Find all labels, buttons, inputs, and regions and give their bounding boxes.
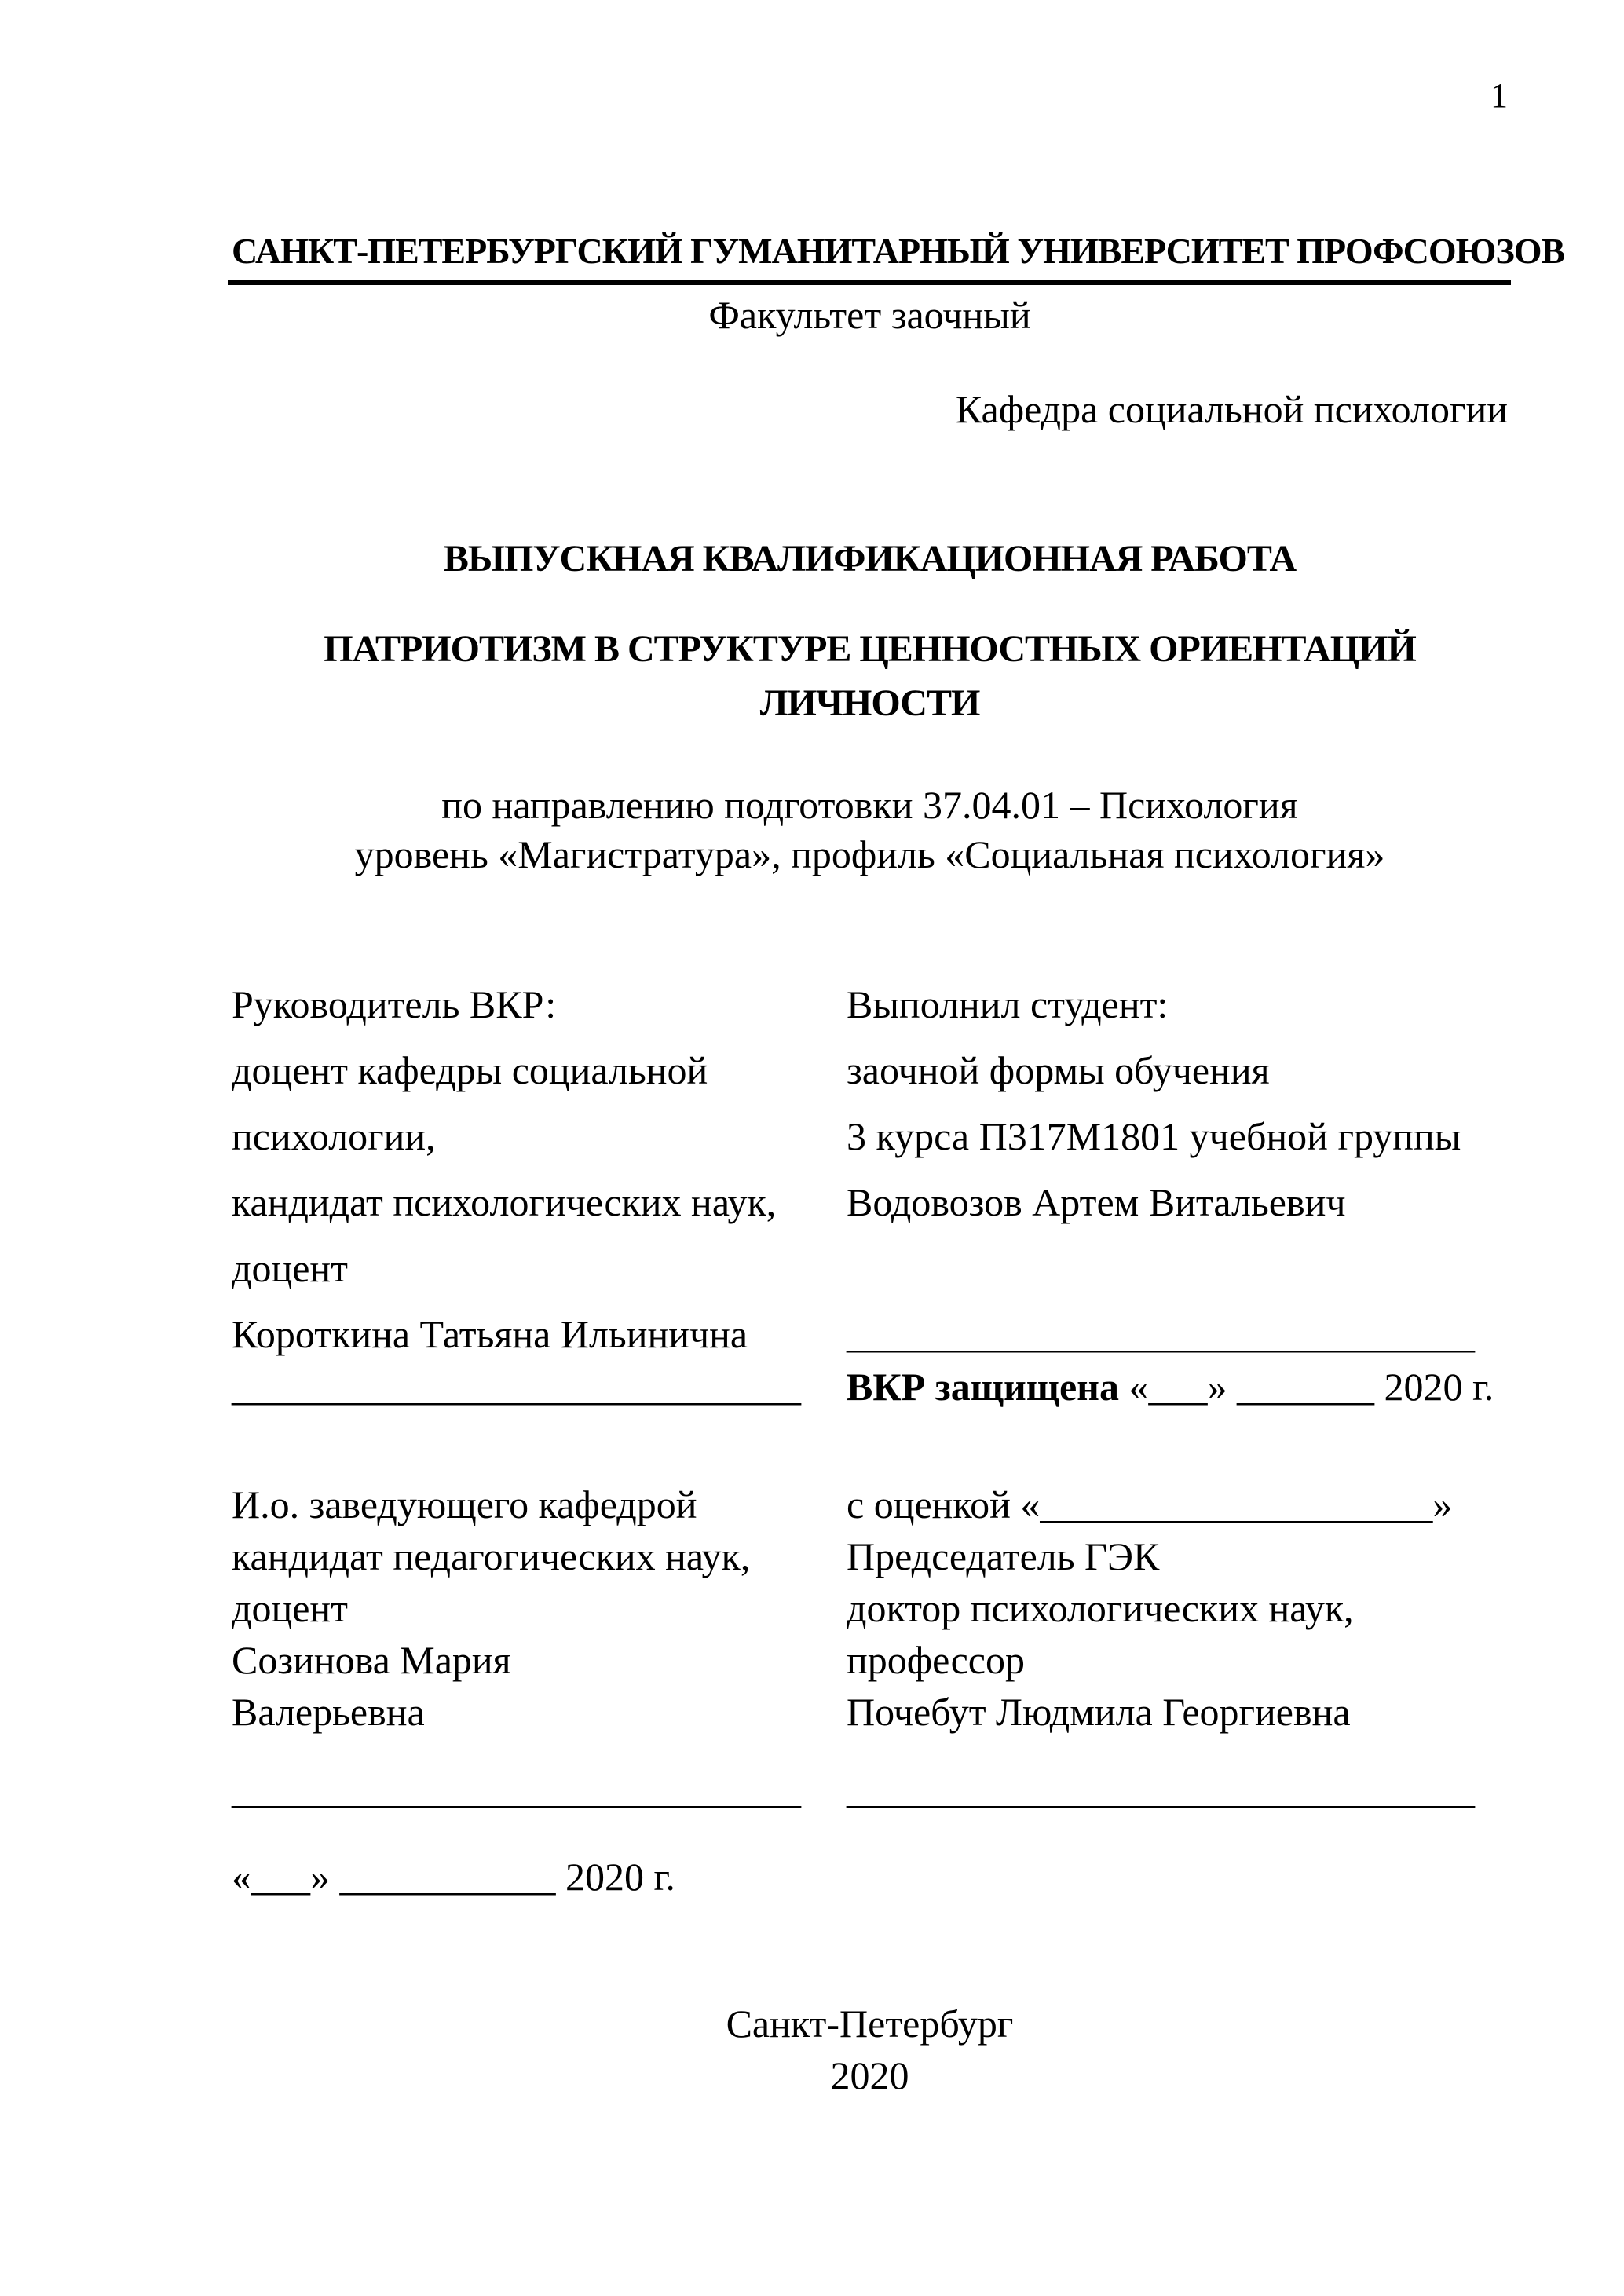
supervisor-column [232, 971, 847, 1367]
defense-row [232, 1354, 1508, 1420]
student-name-line: Водовозов Артем Витальевич [847, 1180, 1346, 1224]
supervisor-position-line: психологии, [232, 1114, 436, 1158]
department-committee-block [232, 1479, 1508, 1738]
committee-column [847, 1479, 1508, 1738]
supervisor-degree-line: кандидат психологических наук, [232, 1180, 777, 1224]
empty-line [847, 1235, 1508, 1301]
head-name-line: Валерьевна [232, 1690, 425, 1734]
defended-label: ВКР защищена [847, 1365, 1119, 1409]
head-degree-line: кандидат педагогических наук, [232, 1534, 751, 1578]
topic-title-line1: ПАТРИОТИЗМ В СТРУКТУРЕ ЦЕННОСТНЫХ ОРИЕНТАЦИЙ [324, 628, 1416, 670]
level-profile-line: уровень «Магистратура», профиль «Социальная психология» [354, 832, 1385, 876]
head-of-department-column [232, 1479, 847, 1738]
committee-rank-line: профессор [847, 1638, 1025, 1682]
head-rank-line: доцент [232, 1586, 348, 1630]
city-line: Санкт-Петербург [726, 2002, 1014, 2046]
head-role-line: И.о. заведующего кафедрой [232, 1483, 697, 1526]
page-number: 1 [1490, 76, 1508, 115]
student-column [847, 971, 1508, 1367]
header-divider [228, 280, 1511, 285]
student-form-line: заочной формы обучения [847, 1048, 1270, 1092]
supervisor-name-line: Короткина Татьяна Ильинична [232, 1312, 748, 1356]
university-name: САНКТ-ПЕТЕРБУРГСКИЙ ГУМАНИТАРНЫЙ УНИВЕРСИТЕТ ПРОФСОЮЗОВ [232, 231, 1565, 271]
supervisor-signature-line: _____________________________ [232, 1365, 801, 1409]
work-type-title: ВЫПУСКНАЯ КВАЛИФИКАЦИОННАЯ РАБОТА [443, 538, 1297, 579]
grade-blank-line: с оценкой «____________________» [847, 1483, 1453, 1526]
right-signature-line: ________________________________ [847, 1768, 1475, 1812]
program-line: по направлению подготовки 37.04.01 – Психология [441, 783, 1298, 827]
bottom-signature-row [232, 1757, 1508, 1823]
defended-date-blanks: «___» _______ 2020 г. [1118, 1365, 1494, 1409]
supervisor-student-block [232, 971, 1508, 1367]
faculty-line: Факультет заочный [708, 293, 1031, 337]
date-blank-line: «___» ___________ 2020 г. [232, 1855, 675, 1899]
student-signature-line: ________________________________ [847, 1312, 1475, 1356]
head-name-line: Созинова Мария [232, 1638, 511, 1682]
student-group-line: 3 курса П317М1801 учебной группы [847, 1114, 1461, 1158]
supervisor-position-line: доцент кафедры социальной [232, 1048, 708, 1092]
committee-chair-line: Председатель ГЭК [847, 1534, 1160, 1578]
year-line: 2020 [830, 2053, 909, 2097]
student-role-line: Выполнил студент: [847, 982, 1169, 1026]
defense-line [847, 1354, 1508, 1420]
left-signature-line: _____________________________ [232, 1768, 801, 1812]
supervisor-role-line: Руководитель ВКР: [232, 982, 557, 1026]
supervisor-rank-line: доцент [232, 1246, 348, 1290]
committee-name-line: Почебут Людмила Георгиевна [847, 1690, 1351, 1734]
committee-degree-line: доктор психологических наук, [847, 1586, 1354, 1630]
department-line: Кафедра социальной психологии [955, 387, 1508, 431]
topic-title-line2: ЛИЧНОСТИ [759, 682, 980, 724]
